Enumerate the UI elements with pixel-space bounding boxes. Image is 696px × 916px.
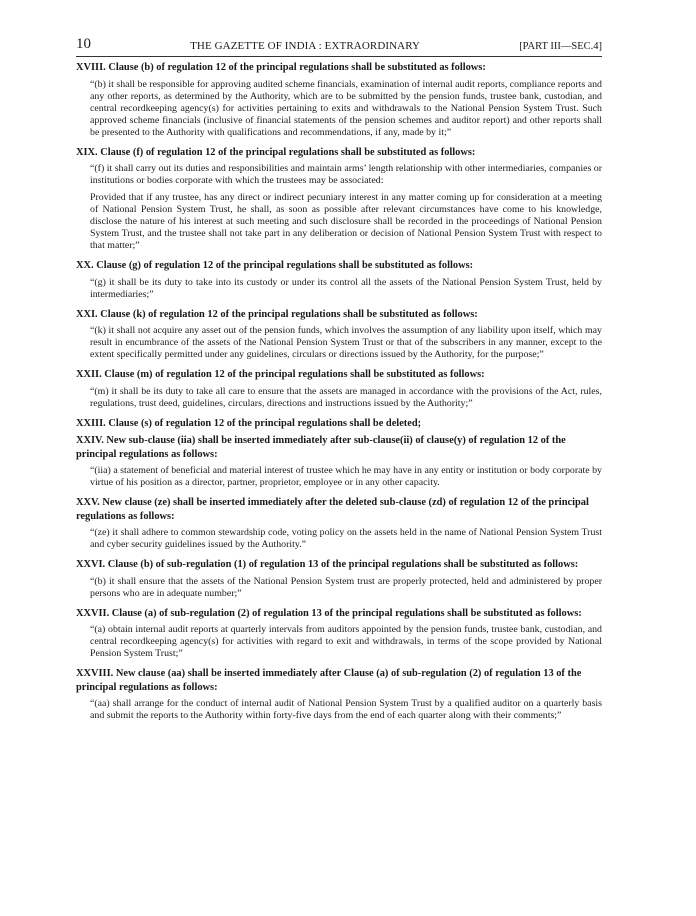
section-xxiii <box>76 417 602 431</box>
section-paragraph: “(g) it shall be its duty to take into its custody or under its control all the assets of the National Pension System Trust, held by intermediaries;” <box>90 276 602 300</box>
section-heading: XIX. Clause (f) of regulation 12 of the principal regulations shall be substituted as follows: <box>76 146 476 158</box>
proviso-paragraph: Provided that if any trustee, has any direct or indirect pecuniary interest in any matter coming up for consideration at a meeting of National Pension System Trust, he shall, as soon as possible after relevant circumstances have come to his knowledge, disclose the nature of his interest at such meeting and such disclosure shall be recorded in the proceedings of National Pension System Trust, and the trustee shall not take part in any deliberation or decision of National Pension System Trust with respect to that matter;” <box>90 192 602 251</box>
section-xxviii <box>76 667 602 722</box>
section-heading: XX. Clause (g) of regulation 12 of the principal regulations shall be substituted as follows: <box>76 260 474 271</box>
section-xxvii <box>76 607 602 661</box>
section-paragraph: “(f) it shall carry out its duties and responsibilities and maintain arms’ length relationship with other intermediaries, companies or institutions or bodies corporate with which the trustees may be associated: <box>90 163 602 186</box>
section-heading: XXVIII. New clause (aa) shall be inserted immediately after Clause (a) of sub-regulation (2) of regulation 13 of the principal regulations as follows: <box>76 668 582 693</box>
section-paragraph: “(b) it shall ensure that the assets of the National Pension System trust are properly protected, held and administered by proper persons who are in adequate number;” <box>90 575 602 599</box>
section-paragraph: “(ze) it shall adhere to common stewardship code, voting policy on the assets held in the name of National Pension System Trust and cyber security guidelines issued by the Authority.” <box>90 527 602 550</box>
section-paragraph: “(m) it shall be its duty to take all care to ensure that the assets are managed in accordance with the provisions of the Act, rules, regulations, trust deed, guidelines, circulars, directions and instructions issued by the Authority;” <box>90 385 602 409</box>
section-xviii <box>76 61 602 139</box>
section-heading: XVIII. Clause (b) of regulation 12 of the principal regulations shall be substituted as follows: <box>76 62 486 73</box>
section-heading: XXVI. Clause (b) of sub-regulation (1) of regulation 13 of the principal regulations shall be substituted as follows: <box>76 559 579 570</box>
section-heading: XXIV. New sub-clause (iia) shall be inserted immediately after sub-clause(ii) of clause(y) of regulation 12 of the principal regulations as follows: <box>76 435 566 460</box>
gazette-title: THE GAZETTE OF INDIA : EXTRAORDINARY <box>190 40 421 52</box>
section-xxv <box>76 496 602 551</box>
section-xx <box>76 259 602 301</box>
section-paragraph: “(b) it shall be responsible for approving audited scheme financials, examination of internal audit reports, compliance reports and any other reports, as determined by the Authority, which are to be submitted by the pension funds, trustee bank, custodian, and central recordkeeping agency(s) for activities pertaining to exits and withdrawals to the National Pension System Trust. Such approved scheme financials (inclusive of financial statements of the pension schemes and auditor report) and other reports shall be presented to the Authority with qualifications and recommendations, if any, made by it;” <box>90 78 602 138</box>
section-xxvi <box>76 558 602 600</box>
section-paragraph: “(k) it shall not acquire any asset out of the pension funds, which involves the assumption of any liability upon itself, which may result in encumbrance of the assets of the National Pension System Trust or that of the subscribers in any manner, except to the extent specifically permitted under any guidelines, circulars or directions issued by the Authority, for the purpose;” <box>90 325 602 360</box>
section-xxiv <box>76 434 602 489</box>
section-xix <box>76 146 602 253</box>
section-paragraph: “(a) obtain internal audit reports at quarterly intervals from auditors appointed by the pension funds, trustee bank, custodian, and central recordkeeping agency(s) for activities with regard to exit and withdrawals, in terms of the scope provided by National Pension System Trust;” <box>90 624 602 659</box>
section-paragraph: “(aa) shall arrange for the conduct of internal audit of National Pension System Trust by a qualified auditor on a quarterly basis and submit the reports to the Authority within forty-five days from the end of each quarter along with their comments;” <box>90 698 602 721</box>
document-body <box>76 57 602 722</box>
section-xxi <box>76 308 602 362</box>
section-heading: XXI. Clause (k) of regulation 12 of the principal regulations shall be substituted as follows: <box>76 308 478 320</box>
section-heading: XXIII. Clause (s) of regulation 12 of the principal regulations shall be deleted; <box>76 417 422 429</box>
page-number: 10 <box>76 36 91 52</box>
section-heading: XXII. Clause (m) of regulation 12 of the principal regulations shall be substituted as follows: <box>76 369 485 380</box>
section-paragraph: “(iia) a statement of beneficial and material interest of trustee which he may have in any entity or institution or body corporate by virtue of his position as a director, partner, proprietor, employee or in any other capacity. <box>90 465 602 488</box>
page-header <box>76 0 602 57</box>
section-xxii <box>76 368 602 410</box>
section-heading: XXV. New clause (ze) shall be inserted immediately after the deleted sub-clause (zd) of regulation 12 of the principal regulations as follows: <box>76 497 589 522</box>
part-section-label: [PART III—SEC.4] <box>519 41 602 52</box>
section-heading: XXVII. Clause (a) of sub-regulation (2) of regulation 13 of the principal regulations shall be substituted as follows: <box>76 607 582 619</box>
